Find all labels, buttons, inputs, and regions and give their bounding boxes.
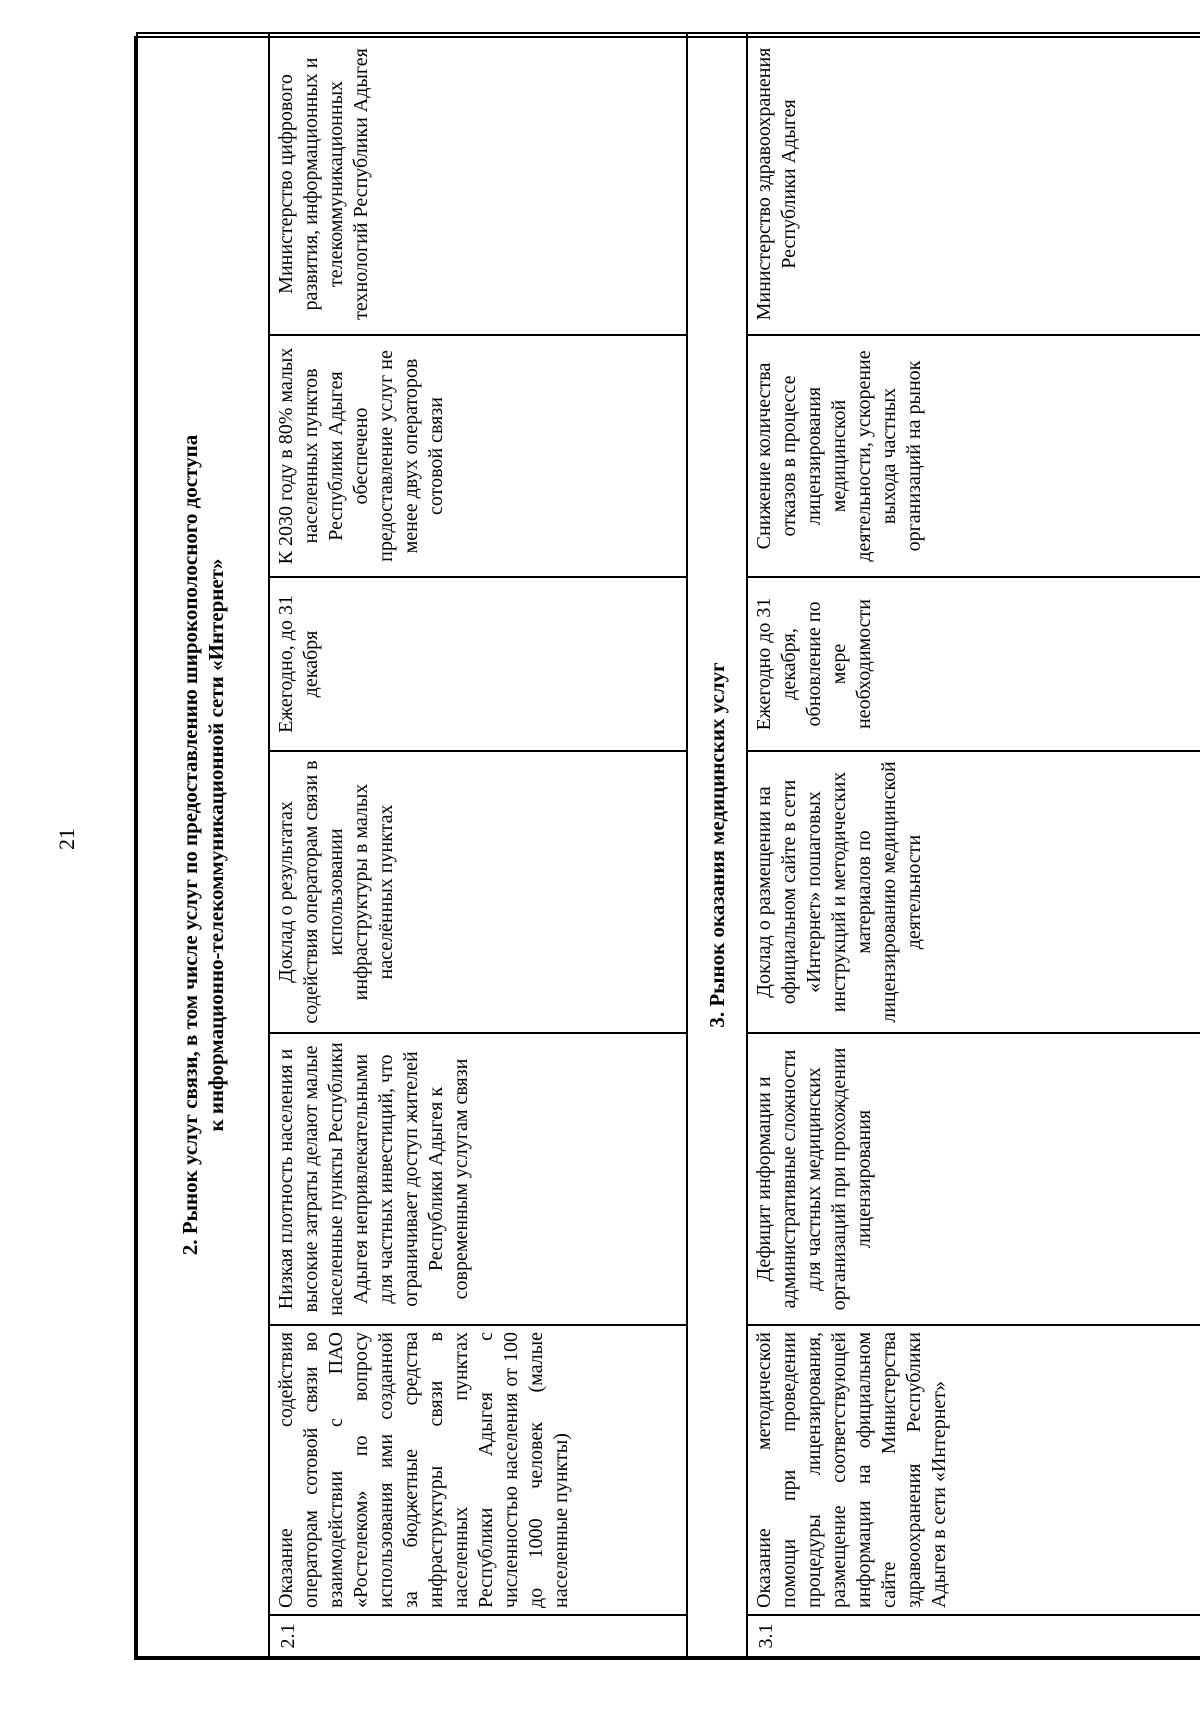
deadline-cell: Ежегодно, до 31 декабря	[269, 577, 687, 751]
result-cell: Снижение количества отказов в процессе лицензирования медицинской деятельности, ускорение выхода частных организаций на рынок	[747, 335, 1200, 577]
executor-cell: Министерство цифрового развития, информационных и телекоммуникационных технологий Республики Адыгея	[269, 33, 687, 335]
document-cell: Доклад о результатах содействия операторам связи в использовании инфраструктуры в малых населённых пунктах	[269, 751, 687, 1033]
document-cell: Доклад о размещении на официальном сайте в сети «Интернет» пошаговых инструкций и методических материалов по лицензированию медицинской деятельности	[747, 751, 1200, 1033]
section-3-header-row	[687, 33, 747, 1657]
deadline-cell: Ежегодно до 31 декабря, обновление по мере необходимости	[747, 577, 1200, 751]
measures-table-sheet	[134, 36, 1200, 1660]
section-2-title-line-2: к информационно-телекоммуникационной сети «Интернет»	[204, 558, 228, 1132]
section-2-header-row	[137, 33, 269, 1657]
executor-cell: Министерство здравоохранения Республики Адыгея	[747, 33, 1200, 335]
page-number: 21	[54, 828, 79, 850]
section-3-title: 3. Рынок оказания медицинских услуг	[687, 33, 747, 1657]
section-2-title-line-1: 2. Рынок услуг связи, в том числе услуг по предоставлению широкополосного доступа	[177, 434, 202, 1256]
row-number: 3.1	[747, 1615, 1200, 1657]
problem-cell: Низкая плотность населения и высокие затраты делают малые населенные пункты Республики Адыгея непривлекательными для частных инвестиций, что ограничивает доступ жителей Республики Адыгея к современным услугам связи	[269, 1033, 687, 1325]
table-row-2-1	[269, 33, 687, 1657]
row-number: 2.1	[269, 1615, 687, 1657]
section-2-title	[137, 33, 269, 1657]
measure-cell: Оказание содействия операторам сотовой связи во взаимодействии с ПАО «Ростелеком» по вопросу использования ими созданной за бюджетные средства инфраструктуры связи в населенных пунктах Республики Адыгея с численностью населения от 100 до 1000 человек (малые населенные пункты)	[269, 1325, 687, 1615]
result-cell: К 2030 году в 80% малых населенных пунктов Республики Адыгея обеспечено предоставление услуг не менее двух операторов сотовой связи	[269, 335, 687, 577]
table-row-3-1	[747, 33, 1200, 1657]
problem-cell: Дефицит информации и административные сложности для частных медицинских организаций при прохождении лицензирования	[747, 1033, 1200, 1325]
measure-cell: Оказание методической помощи при проведении процедуры лицензирования, размещение соответствующей информации на официальном сайте Министерства здравоохранения Республики Адыгея в сети «Интернет»	[747, 1325, 1200, 1615]
measures-table	[136, 32, 1200, 1658]
